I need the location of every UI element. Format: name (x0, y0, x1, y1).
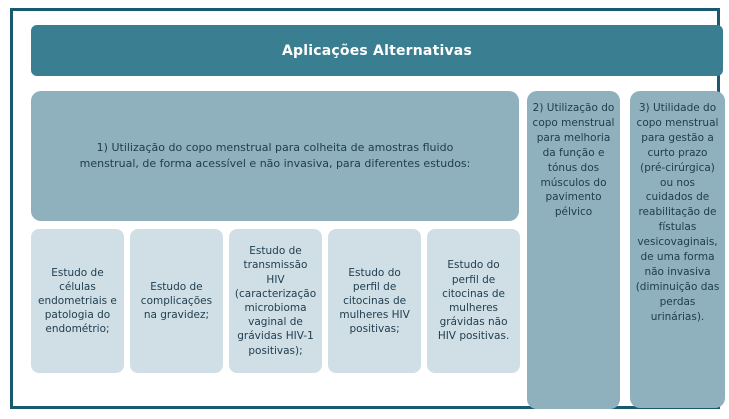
diagram-frame (10, 8, 720, 409)
study-box-text: Estudo de transmissão HIV (caracterização microbioma vaginal de grávidas HIV-1 positivas); (234, 245, 317, 357)
study-box-text: Estudo do perfil de citocinas de mulheres HIV positivas; (339, 266, 410, 336)
study-box-endometrial-cells (31, 229, 124, 373)
section1-text: 1) Utilização do copo menstrual para colheita de amostras fluido menstrual, de forma acessível e não invasiva, para diferentes estudos: (79, 141, 471, 170)
study-box-cytokines-hiv-positive (328, 229, 421, 373)
studies-row (31, 229, 520, 373)
section2-box (527, 91, 620, 409)
study-box-text: Estudo de células endometriais e patologia do endométrio; (38, 266, 117, 336)
section2-text: 2) Utilização do copo menstrual para melhoria da função e tónus dos músculos do pavimento pélvico (532, 102, 615, 219)
section3-box (630, 91, 725, 408)
section3-text: 3) Utilidade do copo menstrual para gestão a curto prazo (pré-cirúrgica) ou nos cuidados de reabilitação de fístulas vesicovaginais, de uma forma não invasiva (diminuição das perdas urinárias). (635, 102, 720, 323)
study-box-cytokines-pregnant-non-hiv (427, 229, 520, 373)
diagram-title: Aplicações Alternativas (282, 42, 472, 59)
section1-box (31, 91, 519, 221)
study-box-text: Estudo de complicações na gravidez; (140, 280, 213, 322)
study-box-hiv-transmission (229, 229, 322, 373)
study-box-pregnancy-complications (130, 229, 223, 373)
study-box-text: Estudo do perfil de citocinas de mulheres grávidas não HIV positivas. (437, 259, 510, 343)
diagram-title-bar (31, 25, 723, 76)
